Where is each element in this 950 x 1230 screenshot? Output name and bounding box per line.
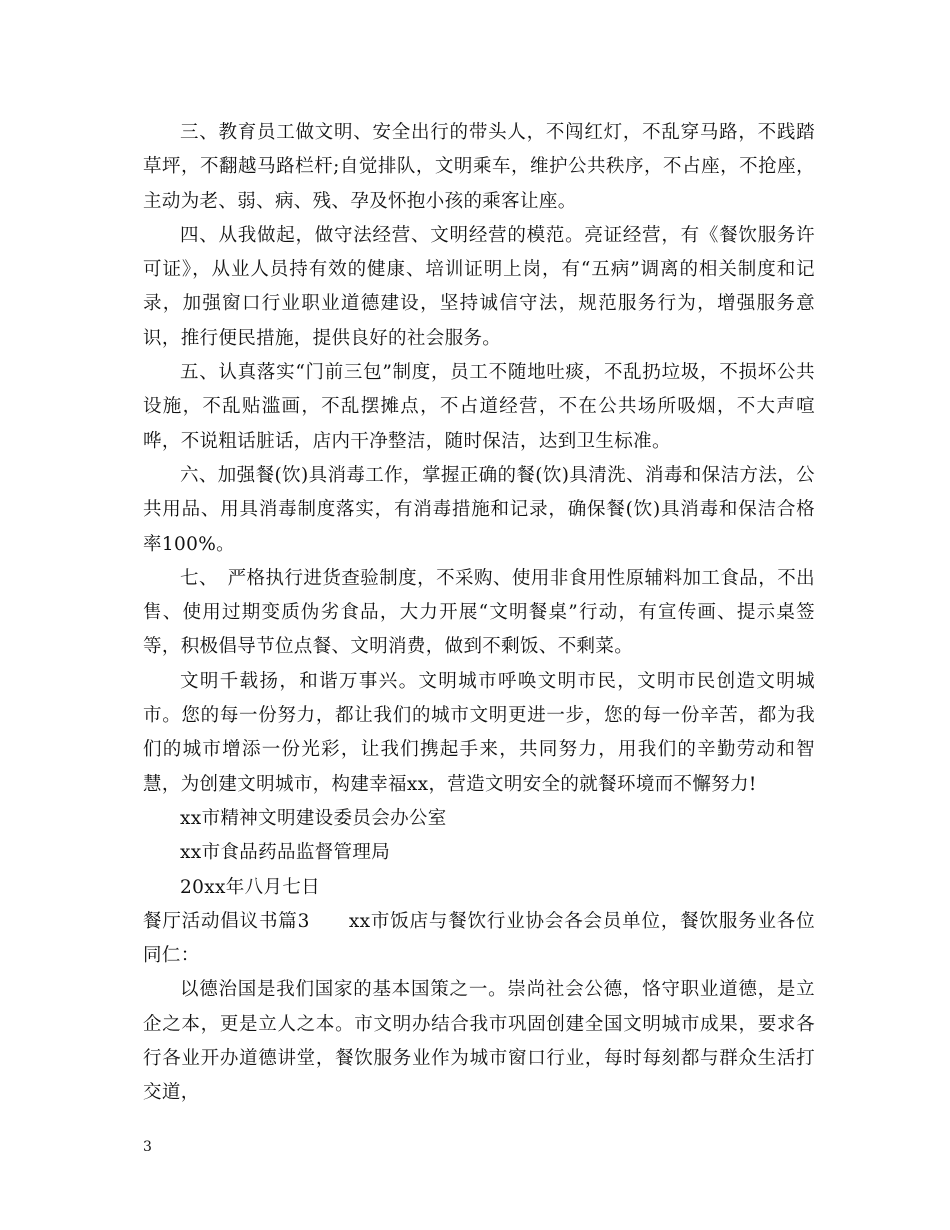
paragraph-item-3: 三、教育员工做文明、安全出行的带头人，不闯红灯，不乱穿马路，不践踏草坪，不翻越马路栏杆;自觉排队，文明乘车，维护公共秩序，不占座，不抢座，主动为老、弱、病、残、孕及怀抱小孩的乘客让座。	[143, 122, 815, 212]
paragraph-item-6: 六、加强餐(饮)具消毒工作，掌握正确的餐(饮)具清洗、消毒和保洁方法，公共用品、用具消毒制度落实，有消毒措施和记录，确保餐(饮)具消毒和保洁合格率100%。	[143, 464, 815, 555]
signature-org-1: xx市精神文明建设委员会办公室	[180, 807, 447, 829]
section-intro-paragraph: 以德治国是我们国家的基本国策之一。崇尚社会公德，恪守职业道德，是立企之本，更是立人之本。市文明办结合我市巩固创建全国文明城市成果，要求各行各业开办道德讲堂，餐饮服务业作为城市窗口行业，每时每刻都与群众生活打交道，	[143, 979, 815, 1104]
section-heading: 餐厅活动倡议书篇3 xx市饭店与餐饮行业协会各会员单位，餐饮服务业各位同仁：	[143, 910, 815, 967]
paragraph-item-5: 五、认真落实“门前三包”制度，员工不随地吐痰，不乱扔垃圾，不损坏公共设施，不乱贴滥画，不乱摆摊点，不占道经营，不在公共场所吸烟，不大声喧哗，不说粗话脏话，店内干净整洁，随时保洁，达到卫生标准。	[143, 362, 815, 452]
page-number: 3	[143, 1139, 152, 1155]
paragraph-item-7: 七、 严格执行进货查验制度，不采购、使用非食用性原辅料加工食品，不出售、使用过期变质伪劣食品，大力开展“文明餐桌”行动，有宣传画、提示桌签等，积极倡导节位点餐、文明消费，做到不剩饭、不剩菜。	[143, 567, 815, 658]
signature-org-2: xx市食品药品监督管理局	[180, 842, 391, 864]
paragraph-item-4: 四、从我做起，做守法经营、文明经营的模范。亮证经营，有《餐饮服务许可证》，从业人员持有效的健康、培训证明上岗，有“五病”调离的相关制度和记录，加强窗口行业职业道德建设，坚持诚信守法，规范服务行为，增强服务意识，推行便民措施，提供良好的社会服务。	[143, 224, 815, 349]
signature-date: 20xx年八月七日	[180, 876, 321, 898]
document-body	[143, 116, 815, 1111]
closing-appeal-paragraph: 文明千载扬，和谐万事兴。文明城市呼唤文明市民，文明市民创造文明城市。您的每一份努力，都让我们的城市文明更进一步，您的每一份辛苦，都为我们的城市增添一份光彩，让我们携起手来，共同努力，用我们的辛勤劳动和智慧，为创建文明城市，构建幸福xx，营造文明安全的就餐环境而不懈努力!	[143, 670, 815, 795]
